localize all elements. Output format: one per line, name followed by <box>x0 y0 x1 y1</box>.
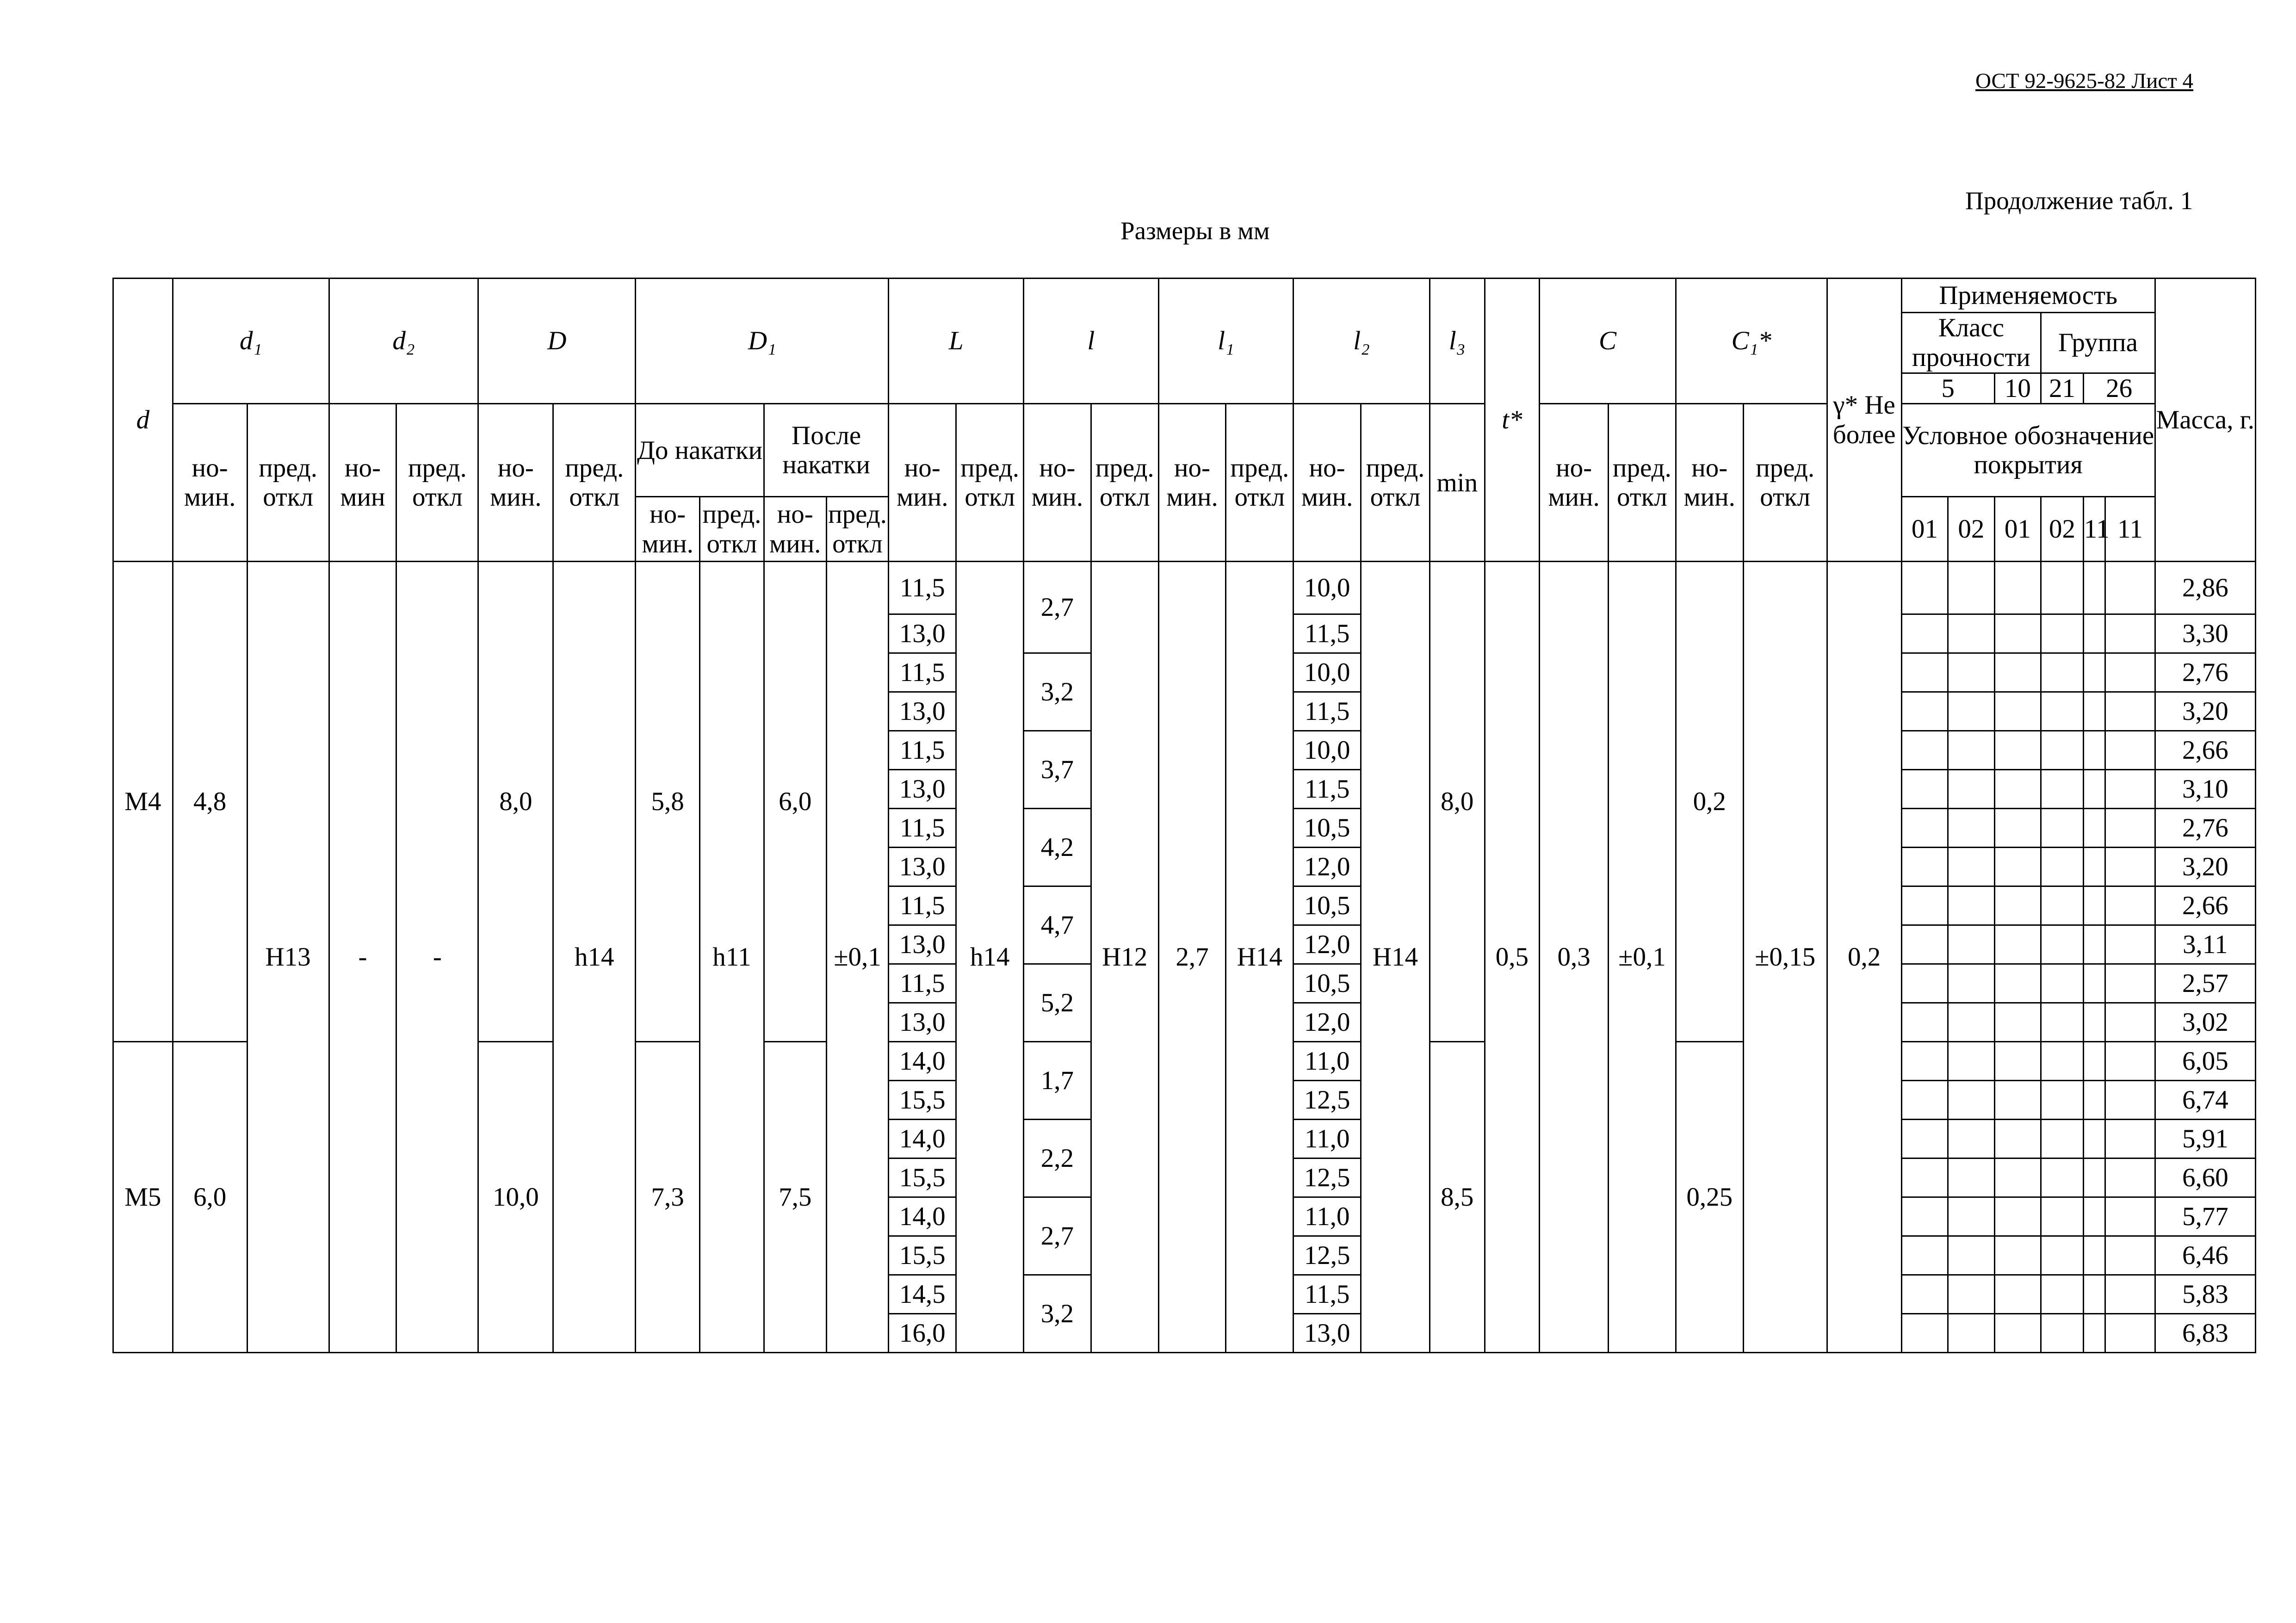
cell-applicability-empty <box>1948 925 1995 964</box>
cell-l-nom: 3,2 <box>1024 653 1091 731</box>
cell-applicability-empty <box>1994 1236 2041 1275</box>
cell-applicability-empty <box>1994 731 2041 770</box>
cell-applicability-empty <box>1994 1275 2041 1314</box>
cell-applicability-empty <box>2083 653 2105 692</box>
cell-mass: 2,76 <box>2155 809 2255 848</box>
cell-mass: 2,66 <box>2155 731 2255 770</box>
cell-mass: 5,83 <box>2155 1275 2255 1314</box>
cell-d2-nom: - <box>329 562 396 1353</box>
cell-applicability-empty <box>1901 925 1948 964</box>
cell-L-nom: 11,5 <box>889 653 956 692</box>
cell-applicability-empty <box>2083 1197 2105 1236</box>
cell-l2-nom: 10,5 <box>1293 886 1361 925</box>
cell-mass: 6,05 <box>2155 1042 2255 1081</box>
cell-applicability-empty <box>1994 1314 2041 1353</box>
cell-applicability-empty <box>2083 614 2105 653</box>
cell-applicability-empty <box>1948 1197 1995 1236</box>
cell-applicability-empty <box>2041 1081 2084 1120</box>
cell-l2-nom: 11,0 <box>1293 1042 1361 1081</box>
cell-l-nom: 2,2 <box>1024 1120 1091 1197</box>
header-t: t* <box>1485 279 1540 562</box>
cell-applicability-empty <box>2083 770 2105 809</box>
cell-applicability-empty <box>2105 770 2155 809</box>
header-L-nom: но-мин. <box>889 404 956 562</box>
header-D1: D₁ <box>636 279 889 404</box>
cell-applicability-empty <box>1994 1042 2041 1081</box>
cell-l1-nom: 2,7 <box>1158 562 1226 1353</box>
header-D-nom: но-мин. <box>478 404 553 562</box>
cell-applicability-empty <box>2083 964 2105 1003</box>
cell-mass: 2,66 <box>2155 886 2255 925</box>
cell-applicability-empty <box>1994 614 2041 653</box>
cell-applicability-empty <box>1948 1120 1995 1158</box>
cell-applicability-empty <box>1901 1275 1948 1314</box>
cell-l-nom: 1,7 <box>1024 1042 1091 1120</box>
header-D1-after-dev: пред. откл <box>826 497 889 562</box>
cell-applicability-empty <box>1948 848 1995 886</box>
cell-applicability-empty <box>1948 1158 1995 1197</box>
cell-applicability-empty <box>2105 1314 2155 1353</box>
header-l3: l₃ <box>1430 279 1485 404</box>
cell-D1-after-nom: 6,0 <box>764 562 826 1042</box>
cell-applicability-empty <box>1901 731 1948 770</box>
cell-l2-nom: 11,5 <box>1293 614 1361 653</box>
cell-applicability-empty <box>2041 809 2084 848</box>
cell-l-nom: 3,7 <box>1024 731 1091 809</box>
cell-C1-dev: ±0,15 <box>1743 562 1827 1353</box>
cell-applicability-empty <box>1948 1003 1995 1042</box>
header-C: C <box>1540 279 1676 404</box>
cell-mass: 3,10 <box>2155 770 2255 809</box>
cell-l2-nom: 10,0 <box>1293 731 1361 770</box>
cell-mass: 6,74 <box>2155 1081 2255 1120</box>
header-d: d <box>113 279 173 562</box>
header-C-dev: пред. откл <box>1609 404 1676 562</box>
cell-applicability-empty <box>2041 1236 2084 1275</box>
cell-l2-nom: 12,5 <box>1293 1081 1361 1120</box>
cell-l2-nom: 10,5 <box>1293 964 1361 1003</box>
cell-C1-nom: 0,25 <box>1676 1042 1743 1353</box>
cell-D1-before-nom: 5,8 <box>636 562 700 1042</box>
cell-applicability-empty <box>1948 653 1995 692</box>
cell-applicability-empty <box>1948 809 1995 848</box>
cell-applicability-empty <box>2105 1042 2155 1081</box>
header-d2-dev: пред. откл <box>396 404 478 562</box>
cell-applicability-empty <box>1948 1042 1995 1081</box>
cell-applicability-empty <box>1901 614 1948 653</box>
cell-l-nom: 4,7 <box>1024 886 1091 964</box>
cell-applicability-empty <box>2083 1042 2105 1081</box>
header-d1-dev: пред. откл <box>247 404 329 562</box>
cell-applicability-empty <box>1994 886 2041 925</box>
cell-l2-nom: 11,5 <box>1293 692 1361 731</box>
cell-applicability-empty <box>2083 731 2105 770</box>
cell-D-dev: h14 <box>553 562 636 1353</box>
cell-l2-nom: 10,0 <box>1293 562 1361 614</box>
cell-applicability-empty <box>2083 1003 2105 1042</box>
cell-applicability-empty <box>2105 1197 2155 1236</box>
cell-applicability-empty <box>2105 886 2155 925</box>
cell-applicability-empty <box>1948 770 1995 809</box>
cell-applicability-empty <box>1901 1197 1948 1236</box>
header-coat-code: 02 <box>2041 497 2084 562</box>
header-coat-code: 01 <box>1994 497 2041 562</box>
cell-applicability-empty <box>2083 809 2105 848</box>
cell-D1-after-dev: ±0,1 <box>826 562 889 1353</box>
header-d1: d₁ <box>173 279 329 404</box>
units-label: Размеры в мм <box>1120 217 1270 245</box>
header-l2-nom: но-мин. <box>1293 404 1361 562</box>
cell-L-nom: 15,5 <box>889 1158 956 1197</box>
cell-applicability-empty <box>2041 925 2084 964</box>
cell-applicability-empty <box>2083 1314 2105 1353</box>
cell-d1-nom: 6,0 <box>173 1042 247 1353</box>
cell-applicability-empty <box>1901 1042 1948 1081</box>
header-l-dev: пред. откл <box>1091 404 1158 562</box>
header-gamma: γ* Не более <box>1827 279 1901 562</box>
cell-applicability-empty <box>1994 925 2041 964</box>
cell-l2-nom: 12,5 <box>1293 1158 1361 1197</box>
header-D-dev: пред. откл <box>553 404 636 562</box>
cell-mass: 6,60 <box>2155 1158 2255 1197</box>
cell-applicability-empty <box>1948 614 1995 653</box>
cell-mass: 3,20 <box>2155 848 2255 886</box>
cell-applicability-empty <box>1948 1314 1995 1353</box>
header-l1-dev: пред. откл <box>1226 404 1293 562</box>
cell-applicability-empty <box>1901 809 1948 848</box>
header-l3-min: min <box>1430 404 1485 562</box>
cell-applicability-empty <box>2105 809 2155 848</box>
cell-l-nom: 4,2 <box>1024 809 1091 886</box>
cell-applicability-empty <box>1994 562 2041 614</box>
table-continuation-label: Продолжение табл. 1 <box>1965 186 2193 215</box>
cell-applicability-empty <box>2041 1275 2084 1314</box>
cell-L-nom: 14,0 <box>889 1120 956 1158</box>
header-coating: Условное обозначение покрытия <box>1901 404 2155 497</box>
header-class-10: 10 <box>1994 373 2041 404</box>
header-D: D <box>478 279 636 404</box>
cell-l2-nom: 13,0 <box>1293 1314 1361 1353</box>
cell-applicability-empty <box>1994 770 2041 809</box>
cell-d1-nom: 4,8 <box>173 562 247 1042</box>
cell-applicability-empty <box>1948 562 1995 614</box>
dimensions-table <box>112 278 2256 1353</box>
cell-applicability-empty <box>2083 1236 2105 1275</box>
cell-C-dev: ±0,1 <box>1609 562 1676 1353</box>
cell-mass: 3,11 <box>2155 925 2255 964</box>
cell-applicability-empty <box>2083 1275 2105 1314</box>
cell-mass: 3,20 <box>2155 692 2255 731</box>
cell-applicability-empty <box>1994 809 2041 848</box>
cell-l2-nom: 12,0 <box>1293 848 1361 886</box>
cell-applicability-empty <box>2083 562 2105 614</box>
cell-applicability-empty <box>2105 848 2155 886</box>
cell-applicability-empty <box>1901 1236 1948 1275</box>
cell-l2-nom: 10,0 <box>1293 653 1361 692</box>
cell-mass: 3,02 <box>2155 1003 2255 1042</box>
header-D1-before-dev: пред. откл <box>700 497 764 562</box>
cell-applicability-empty <box>2041 1042 2084 1081</box>
cell-L-nom: 16,0 <box>889 1314 956 1353</box>
header-coat-code: 01 <box>1901 497 1948 562</box>
header-coat-code: 11 <box>2083 497 2105 562</box>
cell-l-dev: H12 <box>1091 562 1158 1353</box>
header-group-21: 21 <box>2041 373 2084 404</box>
cell-applicability-empty <box>2041 1314 2084 1353</box>
cell-applicability-empty <box>2041 886 2084 925</box>
cell-applicability-empty <box>1901 692 1948 731</box>
cell-applicability-empty <box>2041 770 2084 809</box>
header-D1-before-nom: но-мин. <box>636 497 700 562</box>
cell-D-nom: 8,0 <box>478 562 553 1042</box>
cell-D1-after-nom: 7,5 <box>764 1042 826 1353</box>
header-l2: l₂ <box>1293 279 1430 404</box>
cell-applicability-empty <box>1948 1236 1995 1275</box>
cell-applicability-empty <box>2041 731 2084 770</box>
cell-d2-dev: - <box>396 562 478 1353</box>
cell-l-nom: 2,7 <box>1024 1197 1091 1275</box>
cell-applicability-empty <box>1994 1081 2041 1120</box>
header-after-knurl: После накатки <box>764 404 889 497</box>
cell-l2-nom: 11,5 <box>1293 1275 1361 1314</box>
cell-applicability-empty <box>2105 1003 2155 1042</box>
cell-applicability-empty <box>1901 1314 1948 1353</box>
cell-L-nom: 13,0 <box>889 770 956 809</box>
cell-applicability-empty <box>1948 964 1995 1003</box>
cell-applicability-empty <box>1901 770 1948 809</box>
cell-d1-dev: H13 <box>247 562 329 1353</box>
table-row <box>113 562 2256 614</box>
cell-L-nom: 11,5 <box>889 562 956 614</box>
cell-applicability-empty <box>2105 1236 2155 1275</box>
cell-applicability-empty <box>1901 848 1948 886</box>
header-C1-nom: но-мин. <box>1676 404 1743 562</box>
cell-applicability-empty <box>1994 848 2041 886</box>
cell-L-nom: 13,0 <box>889 925 956 964</box>
header-C-nom: но-мин. <box>1540 404 1609 562</box>
cell-L-nom: 11,5 <box>889 964 956 1003</box>
cell-L-nom: 11,5 <box>889 731 956 770</box>
cell-gamma: 0,2 <box>1827 562 1901 1353</box>
cell-L-nom: 14,0 <box>889 1197 956 1236</box>
cell-applicability-empty <box>2105 562 2155 614</box>
cell-l2-nom: 12,0 <box>1293 925 1361 964</box>
header-C1-dev: пред. откл <box>1743 404 1827 562</box>
cell-applicability-empty <box>2041 848 2084 886</box>
cell-applicability-empty <box>2083 692 2105 731</box>
cell-applicability-empty <box>2105 1081 2155 1120</box>
cell-applicability-empty <box>1901 1120 1948 1158</box>
cell-mass: 5,91 <box>2155 1120 2255 1158</box>
cell-D-nom: 10,0 <box>478 1042 553 1353</box>
header-class-5: 5 <box>1901 373 1994 404</box>
cell-applicability-empty <box>1994 1003 2041 1042</box>
header-l1: l₁ <box>1158 279 1293 404</box>
header-coat-code: 02 <box>1948 497 1995 562</box>
cell-applicability-empty <box>1994 1197 2041 1236</box>
cell-l2-nom: 10,5 <box>1293 809 1361 848</box>
header-C1: C₁* <box>1676 279 1827 404</box>
cell-D1-before-nom: 7,3 <box>636 1042 700 1353</box>
header-mass: Масса, г. <box>2155 279 2255 562</box>
cell-applicability-empty <box>2105 1158 2155 1197</box>
cell-t: 0,5 <box>1485 562 1540 1353</box>
cell-applicability-empty <box>2105 653 2155 692</box>
header-l1-nom: но-мин. <box>1158 404 1226 562</box>
cell-l2-nom: 11,5 <box>1293 770 1361 809</box>
header-before-knurl: До накатки <box>636 404 764 497</box>
cell-L-nom: 13,0 <box>889 614 956 653</box>
cell-l2-nom: 12,5 <box>1293 1236 1361 1275</box>
cell-applicability-empty <box>2041 692 2084 731</box>
cell-applicability-empty <box>1901 964 1948 1003</box>
cell-C-nom: 0,3 <box>1540 562 1609 1353</box>
cell-applicability-empty <box>1948 731 1995 770</box>
cell-mass: 6,83 <box>2155 1314 2255 1353</box>
cell-applicability-empty <box>2083 1120 2105 1158</box>
cell-applicability-empty <box>2083 925 2105 964</box>
cell-l-nom: 2,7 <box>1024 562 1091 653</box>
header-d1-nom: но-мин. <box>173 404 247 562</box>
cell-applicability-empty <box>2041 562 2084 614</box>
cell-applicability-empty <box>2105 964 2155 1003</box>
header-D1-after-nom: но-мин. <box>764 497 826 562</box>
cell-applicability-empty <box>2041 1120 2084 1158</box>
document-reference: ОСТ 92-9625-82 Лист 4 <box>1975 69 2194 93</box>
cell-L-nom: 15,5 <box>889 1236 956 1275</box>
cell-l2-dev: H14 <box>1361 562 1430 1353</box>
cell-applicability-empty <box>2083 886 2105 925</box>
cell-applicability-empty <box>1994 964 2041 1003</box>
header-applicability: Применяемость <box>1901 279 2155 313</box>
header-L: L <box>889 279 1024 404</box>
cell-l-nom: 3,2 <box>1024 1275 1091 1353</box>
cell-applicability-empty <box>1901 886 1948 925</box>
cell-applicability-empty <box>1994 1158 2041 1197</box>
cell-d: M5 <box>113 1042 173 1353</box>
cell-applicability-empty <box>1901 1003 1948 1042</box>
cell-applicability-empty <box>1948 1081 1995 1120</box>
cell-d: M4 <box>113 562 173 1042</box>
cell-applicability-empty <box>1948 886 1995 925</box>
header-l: l <box>1024 279 1159 404</box>
cell-applicability-empty <box>2083 1158 2105 1197</box>
cell-l1-dev: H14 <box>1226 562 1293 1353</box>
cell-applicability-empty <box>1948 692 1995 731</box>
cell-L-nom: 11,5 <box>889 809 956 848</box>
cell-l2-nom: 11,0 <box>1293 1120 1361 1158</box>
cell-D1-before-dev: h11 <box>700 562 764 1353</box>
cell-applicability-empty <box>2083 848 2105 886</box>
header-l-nom: но-мин. <box>1024 404 1091 562</box>
cell-applicability-empty <box>2105 925 2155 964</box>
cell-applicability-empty <box>2041 1003 2084 1042</box>
cell-applicability-empty <box>1901 562 1948 614</box>
cell-applicability-empty <box>2041 653 2084 692</box>
cell-applicability-empty <box>2041 1158 2084 1197</box>
cell-L-nom: 11,5 <box>889 886 956 925</box>
cell-L-nom: 13,0 <box>889 692 956 731</box>
cell-L-nom: 13,0 <box>889 848 956 886</box>
cell-applicability-empty <box>1901 1158 1948 1197</box>
cell-applicability-empty <box>2105 731 2155 770</box>
cell-applicability-empty <box>2041 964 2084 1003</box>
cell-applicability-empty <box>2083 1081 2105 1120</box>
cell-l-nom: 5,2 <box>1024 964 1091 1042</box>
cell-mass: 5,77 <box>2155 1197 2255 1236</box>
cell-mass: 3,30 <box>2155 614 2255 653</box>
cell-C1-nom: 0,2 <box>1676 562 1743 1042</box>
cell-applicability-empty <box>2105 1275 2155 1314</box>
cell-applicability-empty <box>1994 653 2041 692</box>
cell-L-nom: 14,0 <box>889 1042 956 1081</box>
cell-applicability-empty <box>2105 692 2155 731</box>
cell-mass: 2,76 <box>2155 653 2255 692</box>
cell-applicability-empty <box>1901 653 1948 692</box>
cell-L-nom: 14,5 <box>889 1275 956 1314</box>
cell-applicability-empty <box>1994 1120 2041 1158</box>
cell-applicability-empty <box>1994 692 2041 731</box>
cell-applicability-empty <box>2041 614 2084 653</box>
header-d2: d₂ <box>329 279 478 404</box>
header-group: Группа <box>2041 313 2155 373</box>
cell-mass: 2,86 <box>2155 562 2255 614</box>
cell-applicability-empty <box>1901 1081 1948 1120</box>
cell-applicability-empty <box>2105 1120 2155 1158</box>
cell-l2-nom: 11,0 <box>1293 1197 1361 1236</box>
header-strength-class: Класс прочности <box>1901 313 2041 373</box>
cell-mass: 6,46 <box>2155 1236 2255 1275</box>
cell-l3-min: 8,0 <box>1430 562 1485 1042</box>
cell-l3-min: 8,5 <box>1430 1042 1485 1353</box>
header-L-dev: пред. откл <box>956 404 1024 562</box>
cell-L-nom: 15,5 <box>889 1081 956 1120</box>
cell-L-dev: h14 <box>956 562 1024 1353</box>
cell-mass: 2,57 <box>2155 964 2255 1003</box>
cell-l2-nom: 12,0 <box>1293 1003 1361 1042</box>
header-coat-code: 11 <box>2105 497 2155 562</box>
cell-L-nom: 13,0 <box>889 1003 956 1042</box>
header-group-26: 26 <box>2083 373 2155 404</box>
header-l2-dev: пред. откл <box>1361 404 1430 562</box>
cell-applicability-empty <box>2041 1197 2084 1236</box>
cell-applicability-empty <box>1948 1275 1995 1314</box>
header-d2-nom: но-мин <box>329 404 396 562</box>
cell-applicability-empty <box>2105 614 2155 653</box>
